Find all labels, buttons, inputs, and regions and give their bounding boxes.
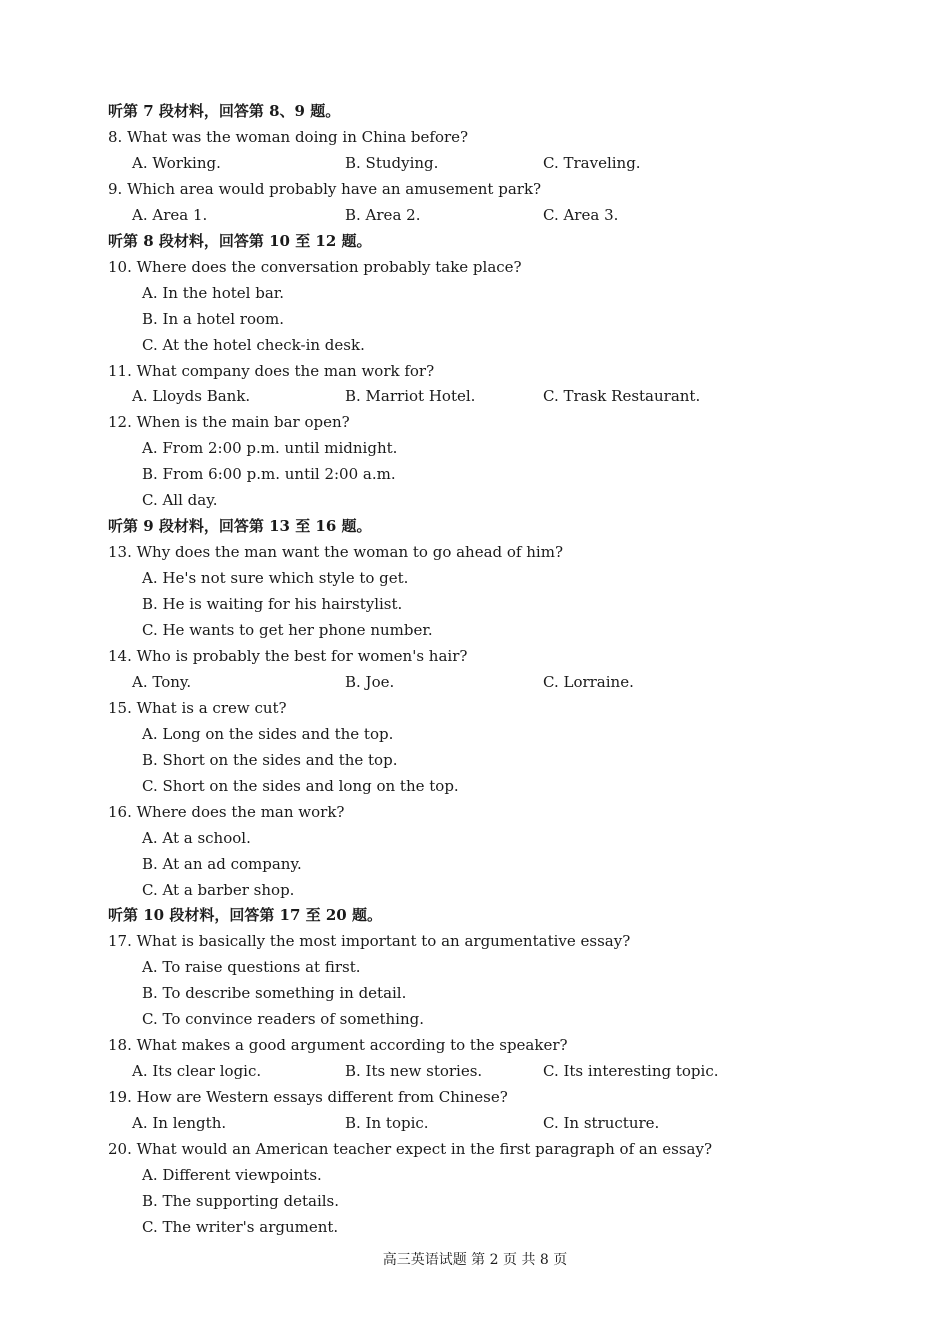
answer-option: A. From 2:00 p.m. until midnight.: [142, 439, 398, 458]
question-text: 20. What would an American teacher expect in the first paragraph of an essay?: [108, 1140, 713, 1158]
question-text: 18. What makes a good argument according to the speaker?: [108, 1036, 568, 1055]
section-row: [0, 98, 950, 124]
answer-option: C. He wants to get her phone number.: [142, 621, 433, 639]
option-row: [0, 669, 950, 695]
answer-option: B. Studying.: [345, 153, 439, 172]
option-row: [0, 721, 950, 747]
answer-option: B. Area 2.: [345, 205, 421, 224]
question-text: 16. Where does the man work?: [108, 802, 345, 821]
option-row: [0, 877, 950, 903]
question-text: 10. Where does the conversation probably take place?: [108, 257, 522, 276]
answer-option: B. In topic.: [345, 1114, 429, 1133]
question-row: [0, 799, 950, 825]
question-text: 15. What is a crew cut?: [108, 698, 287, 717]
answer-option: A. Its clear logic.: [132, 1062, 262, 1081]
question-text: 19. How are Western essays different from Chinese?: [108, 1088, 508, 1107]
section-heading: 听第 10 段材料，回答第 17 至 20 题。: [108, 906, 382, 925]
option-row: [0, 747, 950, 773]
section-row: [0, 228, 950, 254]
answer-option: A. To raise questions at first.: [142, 958, 361, 977]
question-text: 12. When is the main bar open?: [108, 413, 350, 432]
section-row: [0, 513, 950, 539]
answer-option: C. Area 3.: [543, 205, 619, 224]
question-text: 11. What company does the man work for?: [108, 361, 435, 380]
option-row: [0, 851, 950, 877]
answer-option: A. At a school.: [142, 828, 251, 847]
question-text: 9. Which area would probably have an amusement park?: [108, 179, 542, 198]
answer-option: C. Its interesting topic.: [543, 1062, 719, 1081]
option-row: [0, 435, 950, 461]
question-row: [0, 539, 950, 565]
answer-option: C. At a barber shop.: [142, 880, 295, 899]
answer-option: B. Its new stories.: [345, 1062, 483, 1081]
answer-option: C. All day.: [142, 491, 218, 510]
question-row: [0, 695, 950, 721]
option-row: [0, 332, 950, 358]
answer-option: A. In length.: [132, 1114, 227, 1133]
option-row: [0, 954, 950, 980]
answer-option: A. Different viewpoints.: [142, 1165, 322, 1184]
answer-option: B. From 6:00 p.m. until 2:00 a.m.: [142, 465, 396, 484]
answer-option: A. Working.: [132, 153, 221, 172]
answer-option: A. In the hotel bar.: [142, 283, 285, 302]
answer-option: B. Joe.: [345, 672, 395, 691]
answer-option: C. Traveling.: [543, 153, 641, 172]
question-text: 17. What is basically the most important to an argumentative essay?: [108, 932, 631, 951]
answer-option: B. To describe something in detail.: [142, 984, 407, 1003]
question-row: [0, 1084, 950, 1110]
option-row: [0, 280, 950, 306]
question-text: 8. What was the woman doing in China before?: [108, 127, 469, 146]
option-row: [0, 617, 950, 643]
option-row: [0, 980, 950, 1006]
question-text: 13. Why does the man want the woman to go ahead of him?: [108, 543, 563, 562]
option-row: [0, 1110, 950, 1136]
option-row: [0, 306, 950, 332]
option-row: [0, 487, 950, 513]
answer-option: A. Long on the sides and the top.: [142, 724, 394, 743]
option-row: [0, 1214, 950, 1240]
answer-option: C. The writer's argument.: [142, 1217, 339, 1236]
section-heading: 听第 8 段材料，回答第 10 至 12 题。: [108, 231, 372, 250]
option-row: [0, 825, 950, 851]
section-heading: 听第 7 段材料，回答第 8、9 题。: [108, 102, 341, 120]
question-row: [0, 358, 950, 384]
answer-option: B. At an ad company.: [142, 854, 302, 873]
question-row: [0, 176, 950, 202]
answer-option: C. To convince readers of something.: [142, 1010, 424, 1029]
option-row: [0, 1058, 950, 1084]
option-row: [0, 565, 950, 591]
answer-option: A. Tony.: [132, 672, 192, 691]
answer-option: B. In a hotel room.: [142, 309, 285, 328]
answer-option: A. Lloyds Bank.: [132, 387, 251, 406]
option-row: [0, 773, 950, 799]
section-row: [0, 902, 950, 928]
answer-option: A. He's not sure which style to get.: [142, 569, 409, 588]
answer-option: B. Marriot Hotel.: [345, 387, 476, 406]
question-row: [0, 254, 950, 280]
option-row: [0, 150, 950, 176]
option-row: [0, 1162, 950, 1188]
question-row: [0, 643, 950, 669]
answer-option: C. Short on the sides and long on the top.: [142, 776, 459, 795]
question-row: [0, 928, 950, 954]
option-row: [0, 1188, 950, 1214]
answer-option: C. Lorraine.: [543, 672, 634, 691]
answer-option: C. In structure.: [543, 1114, 660, 1133]
option-row: [0, 591, 950, 617]
question-row: [0, 1032, 950, 1058]
answer-option: C. At the hotel check-in desk.: [142, 335, 365, 354]
section-heading: 听第 9 段材料，回答第 13 至 16 题。: [108, 517, 372, 536]
answer-option: B. Short on the sides and the top.: [142, 750, 398, 769]
answer-option: B. He is waiting for his hairstylist.: [142, 595, 403, 614]
question-row: [0, 409, 950, 435]
option-row: [0, 202, 950, 228]
answer-option: B. The supporting details.: [142, 1191, 339, 1210]
question-row: [0, 124, 950, 150]
question-row: [0, 1136, 950, 1162]
answer-option: A. Area 1.: [132, 205, 208, 224]
option-row: [0, 383, 950, 409]
page-footer: 高三英语试题 第 2 页 共 8 页: [382, 1252, 568, 1268]
option-row: [0, 461, 950, 487]
answer-option: C. Trask Restaurant.: [543, 387, 701, 406]
question-text: 14. Who is probably the best for women's hair?: [108, 646, 468, 665]
option-row: [0, 1006, 950, 1032]
